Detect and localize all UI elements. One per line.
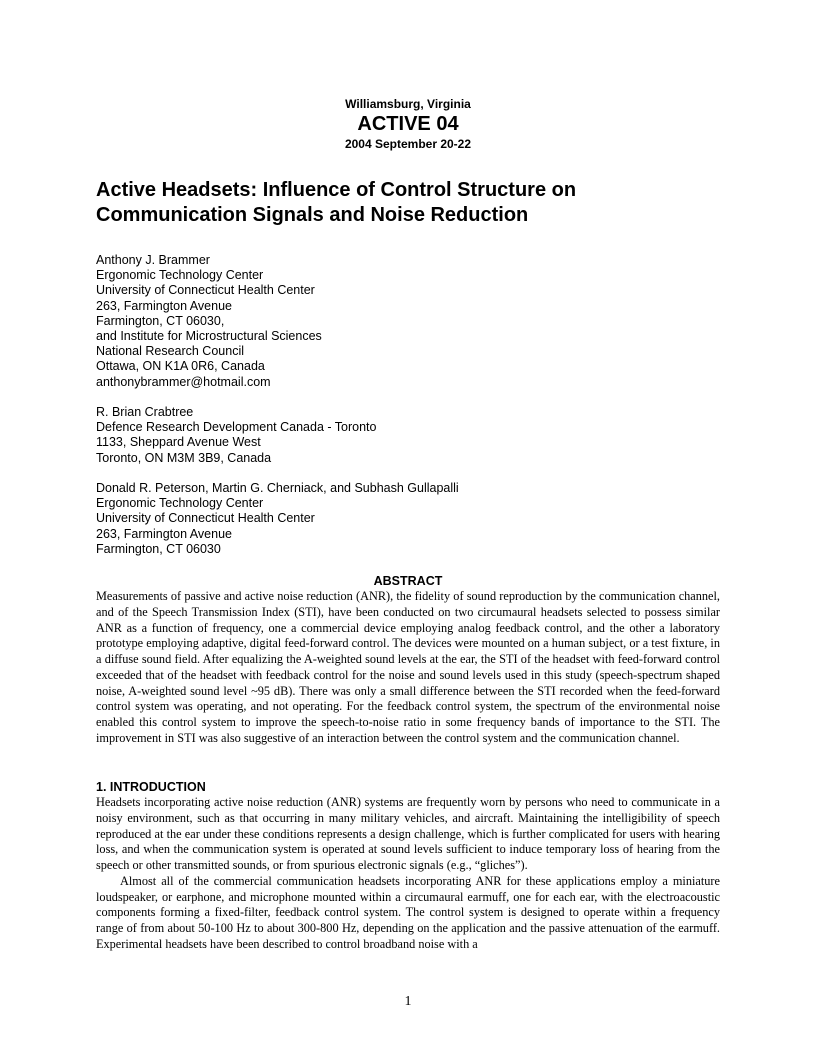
author-address-line: Farmington, CT 06030 xyxy=(96,541,221,556)
abstract-text: Measurements of passive and active noise reduction (ANR), the fidelity of sound reproduction by the communication channel, and of the Speech Transmission Index (STI), have been conducted on two circumaural headsets selected to possess similar ANR as a function of frequency, one a commercial device employing analog feedback control, and the other a laboratory prototype employing adaptive, digital feed-forward control. The devices were mounted on a human subject, or a test fixture, in a diffuse sound field. After equalizing the A-weighted sound levels at the ear, the STI of the headset with feed-forward control exceeded that of the headset with feedback control for the noise and sound levels used in this study (speech-spectrum shaped noise, A-weighted sound level ~95 dB). There was only a small difference between the STI recorded when the feed-forward control system was operating, and not operating. For the feedback control system, the spectrum of the environmental noise enabled this control system to improve the speech-to-noise ratio in some frequency bands of importance to the STI. The improvement in STI was also suggestive of an interaction between the control system and the communication channel. xyxy=(96,589,720,745)
introduction-body xyxy=(96,795,720,953)
paper-title-line: Active Headsets: Influence of Control Structure on xyxy=(96,179,577,201)
author-list xyxy=(96,253,720,572)
author-affiliation-line: National Research Council xyxy=(96,344,244,359)
author-address-line: Toronto, ON M3M 3B9, Canada xyxy=(96,450,272,465)
author-address-line: Ottawa, ON K1A 0R6, Canada xyxy=(96,359,265,374)
author-affiliation-line: Defence Research Development Canada - Toronto xyxy=(96,420,377,435)
author-address-line: 263, Farmington Avenue xyxy=(96,298,232,313)
introduction-heading: 1. INTRODUCTION xyxy=(96,780,206,794)
author-affiliation-line: University of Connecticut Health Center xyxy=(96,511,315,526)
author-name: Anthony J. Brammer xyxy=(96,253,210,267)
author-address-line: 263, Farmington Avenue xyxy=(96,526,232,541)
author-address-line: 1133, Sheppard Avenue West xyxy=(96,435,261,450)
author-block xyxy=(96,405,720,466)
abstract-heading: ABSTRACT xyxy=(373,574,443,588)
author-address-line: Farmington, CT 06030, xyxy=(96,313,225,328)
introduction-paragraph: Almost all of the commercial communication headsets incorporating ANR for these applications employ a miniature loudspeaker, or earphone, and microphone mounted within a circumaural earmuff, one for each ear, with the electroacoustic components forming a fixed-filter, feedback control system. The control system is designed to operate within a frequency range of from about 50-100 Hz to about 300-800 Hz, depending on the application and the passive attenuation of the earmuff. Experimental headsets have been described to control broadband noise with a xyxy=(96,873,720,951)
author-name: Donald R. Peterson, Martin G. Cherniack, and Subhash Gullapalli xyxy=(96,481,459,496)
paper-title-line: Communication Signals and Noise Reduction xyxy=(96,204,529,226)
author-affiliation-line: Ergonomic Technology Center xyxy=(96,268,264,283)
author-affiliation-line: Ergonomic Technology Center xyxy=(96,496,264,511)
conference-name: ACTIVE 04 xyxy=(357,113,459,135)
paper-title xyxy=(96,178,720,228)
introduction-paragraph: Headsets incorporating active noise reduction (ANR) systems are frequently worn by persons who need to communicate in a noisy environment, such as that occurring in many military vehicles, and aircraft. Maintaining the intelligibility of speech reproduced at the ear under these conditions represents a design challenge, which is further complicated for users with hearing loss, and when the communication system is operated at sound levels sufficient to induce temporary loss of hearing from the speech or other transmitted sounds, or from spurious electronic signals (e.g., “gliches”). xyxy=(96,795,720,872)
author-affiliation-line: and Institute for Microstructural Sciences xyxy=(96,329,322,344)
author-name: R. Brian Crabtree xyxy=(96,405,194,420)
author-affiliation-line: University of Connecticut Health Center xyxy=(96,283,315,298)
author-email: anthonybrammer@hotmail.com xyxy=(96,374,271,389)
conference-location: Williamsburg, Virginia xyxy=(345,97,471,111)
conference-date: 2004 September 20-22 xyxy=(344,137,472,151)
author-block xyxy=(96,253,720,390)
page-number: 1 xyxy=(404,994,412,1009)
author-block xyxy=(96,481,720,557)
